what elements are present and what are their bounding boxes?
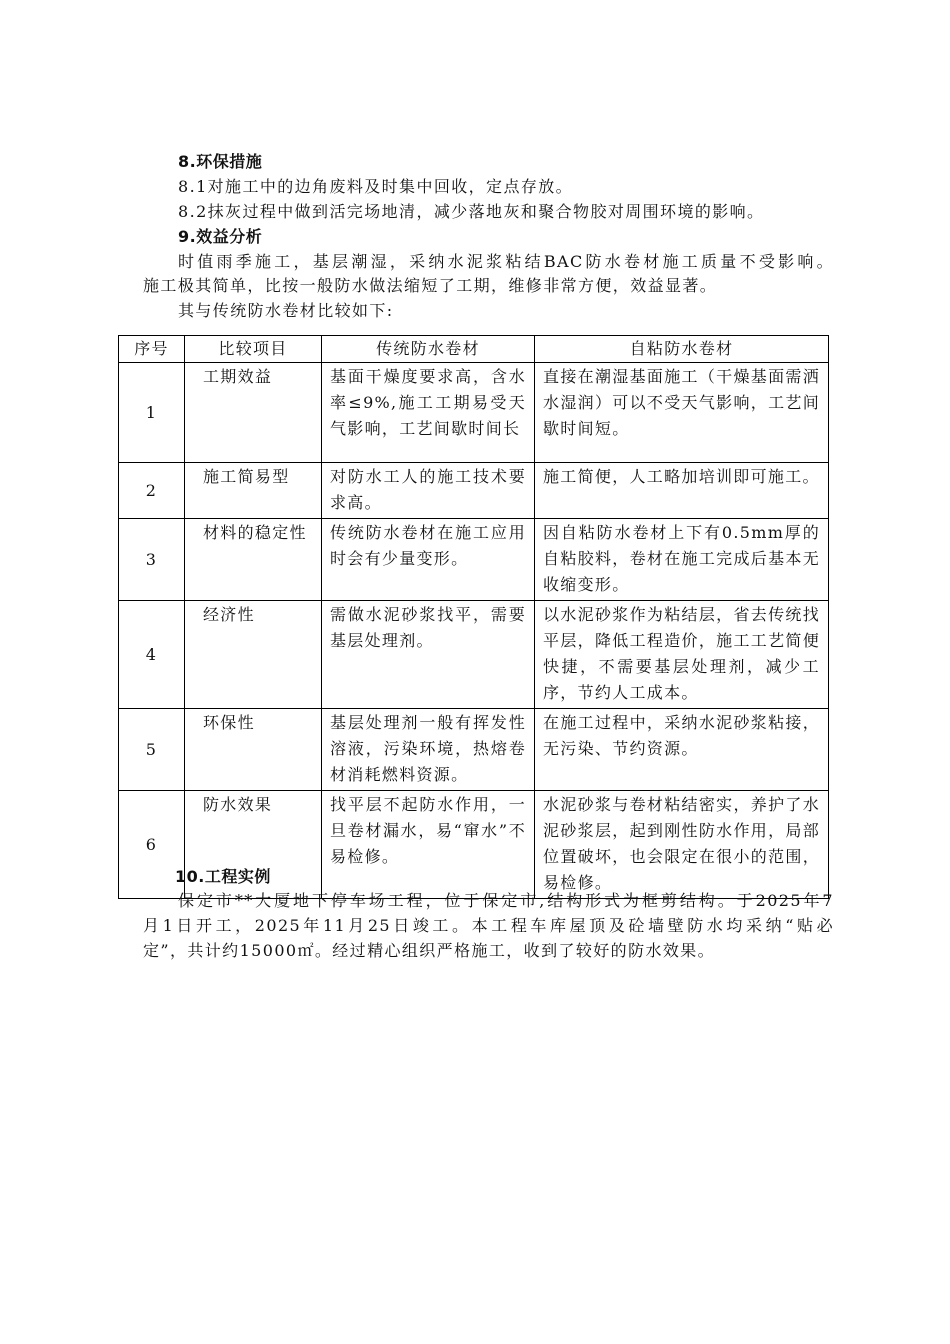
- row-item: 施工简易型: [185, 463, 322, 519]
- row-selfadhesive: 因自粘防水卷材上下有0.5mm厚的自粘胶料，卷材在施工完成后基本无收缩变形。: [535, 519, 829, 601]
- row-selfadhesive: 直接在潮湿基面施工（干燥基面需洒水湿润）可以不受天气影响，工艺间歇时间短。: [535, 363, 829, 463]
- row-item: 工期效益: [185, 363, 322, 463]
- section-8-paragraph-2: 8.2抹灰过程中做到活完场地清，减少落地灰和聚合物胶对周围环境的影响。: [178, 202, 765, 221]
- table-row: [119, 709, 829, 791]
- row-selfadhesive: 施工简便，人工略加培训即可施工。: [535, 463, 829, 519]
- section-9-heading: 9.效益分析: [178, 227, 263, 246]
- row-no: 2: [119, 463, 185, 519]
- table-row: [119, 363, 829, 463]
- row-traditional: 传统防水卷材在施工应用时会有少量变形。: [322, 519, 535, 601]
- row-traditional: 需做水泥砂浆找平，需要基层处理剂。: [322, 601, 535, 709]
- table-row: [119, 463, 829, 519]
- section-9-paragraph-1-line-2: 施工极其简单，比按一般防水做法缩短了工期，维修非常方便，效益显著。: [143, 276, 718, 295]
- row-no: 6: [119, 791, 185, 899]
- header-item: 比较项目: [185, 336, 322, 363]
- row-no: 5: [119, 709, 185, 791]
- row-item: 材料的稳定性: [185, 519, 322, 601]
- row-item: 防水效果: [185, 791, 322, 899]
- section-9-paragraph-1-line-1: 时值雨季施工，基层潮湿，采纳水泥浆粘结BAC防水卷材施工质量不受影响。: [178, 252, 834, 271]
- table-row: [119, 601, 829, 709]
- row-selfadhesive: 水泥砂浆与卷材粘结密实，养护了水泥砂浆层，起到刚性防水作用，局部位置破坏，也会限定在很小的范围，易检修。: [535, 791, 829, 899]
- table-header-row: [119, 336, 829, 363]
- section-10-line-1: 保定市**大厦地下停车场工程，位于保定市,结构形式为框剪结构。于2025年7: [178, 891, 834, 910]
- row-traditional: 基面干燥度要求高，含水率≤9%,施工工期易受天气影响，工艺间歇时间长: [322, 363, 535, 463]
- row-selfadhesive: 以水泥砂浆作为粘结层，省去传统找平层，降低工程造价，施工工艺简便快捷，不需要基层处理剂，减少工序，节约人工成本。: [535, 601, 829, 709]
- row-no: 1: [119, 363, 185, 463]
- section-10-line-2: 月1日开工，2025年11月25日竣工。本工程车库屋顶及砼墙壁防水均采纳“贴必: [143, 916, 834, 935]
- row-no: 3: [119, 519, 185, 601]
- header-no: 序号: [119, 336, 185, 363]
- table-row: [119, 519, 829, 601]
- section-9-paragraph-2: 其与传统防水卷材比较如下:: [178, 301, 394, 320]
- section-8-paragraph-1: 8.1对施工中的边角废料及时集中回收，定点存放。: [178, 177, 574, 196]
- row-selfadhesive: 在施工过程中，采纳水泥砂浆粘接，无污染、节约资源。: [535, 709, 829, 791]
- row-item: 经济性: [185, 601, 322, 709]
- section-8-heading: 8.环保措施: [178, 152, 263, 171]
- section-10-line-3: 定”，共计约15000㎡。经过精心组织严格施工，收到了较好的防水效果。: [143, 941, 716, 960]
- section-10-heading: 10.工程实例: [175, 867, 271, 886]
- row-item: 环保性: [185, 709, 322, 791]
- row-traditional: 对防水工人的施工技术要求高。: [322, 463, 535, 519]
- row-no: 4: [119, 601, 185, 709]
- header-selfadhesive: 自粘防水卷材: [535, 336, 829, 363]
- header-traditional: 传统防水卷材: [322, 336, 535, 363]
- comparison-table: [118, 335, 829, 899]
- row-traditional: 基层处理剂一般有挥发性溶液，污染环境，热熔卷材消耗燃料资源。: [322, 709, 535, 791]
- row-traditional: 找平层不起防水作用，一旦卷材漏水，易“窜水”不易检修。: [322, 791, 535, 899]
